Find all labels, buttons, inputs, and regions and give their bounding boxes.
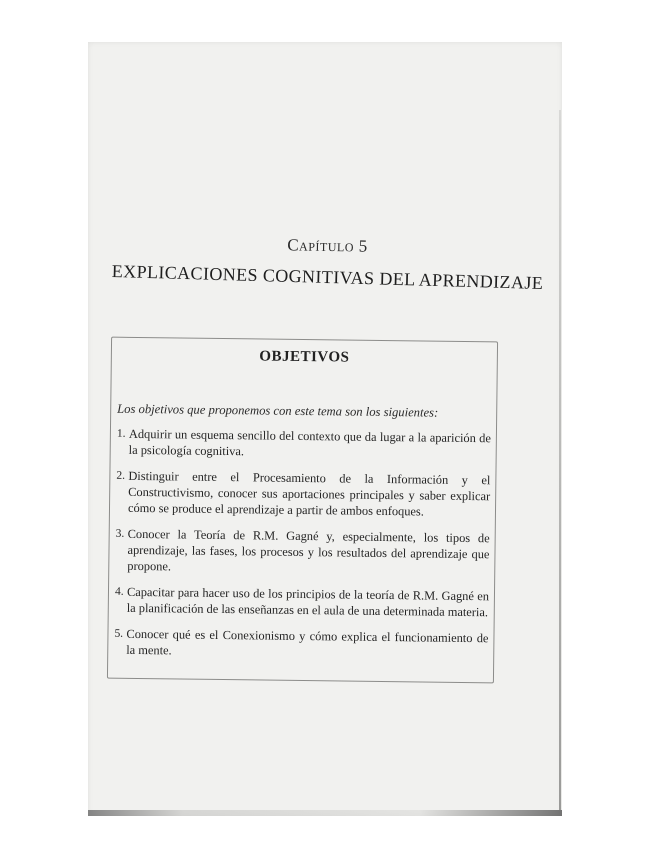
objective-number: 3. [115,527,125,540]
objective-number: 1. [116,427,126,440]
objective-number: 5. [114,627,124,640]
objective-text: Capacitar para hacer uso de los principios de la teoría de R.M. Gagné en la planificación de las enseñanzas en el aula de una determinada materia. [126,584,490,620]
chapter-label: Capítulo 5 [287,235,368,256]
objective-item [117,426,491,463]
objective-item [115,584,489,621]
objective-text: Distinguir entre el Procesamiento de la Información y el Constructivismo, conocer sus aportaciones principales y saber explicar cómo se produce el aprendizaje a partir de ambos enfoques. [127,468,491,519]
chapter-title: EXPLICACIONES COGNITIVAS DEL APRENDIZAJE [111,260,544,294]
objective-item [116,468,491,521]
objective-text: Conocer qué es el Conexionismo y cómo explica el funcionamiento de la mente. [126,626,489,658]
objective-item [115,526,490,579]
objectives-list [114,426,491,673]
objectives-title: OBJETIVOS [259,348,350,366]
objective-text: Conocer la Teoría de R.M. Gagné y, especialmente, los tipos de aprendizaje, las fases, los procesos y los resultados del aprendizaje que propone. [127,526,490,574]
objectives-intro: Los objetivos que proponemos con este tema son los siguientes: [117,401,439,420]
page-edge-bottom [88,810,562,816]
objective-number: 4. [114,585,124,598]
objective-number: 2. [116,469,126,482]
objectives-box [107,337,498,684]
objective-item [114,626,488,663]
objective-text: Adquirir un esquema sencillo del contexto que da lugar a la aparición de la psicología cognitiva. [128,426,491,459]
page-edge-right [559,110,561,810]
